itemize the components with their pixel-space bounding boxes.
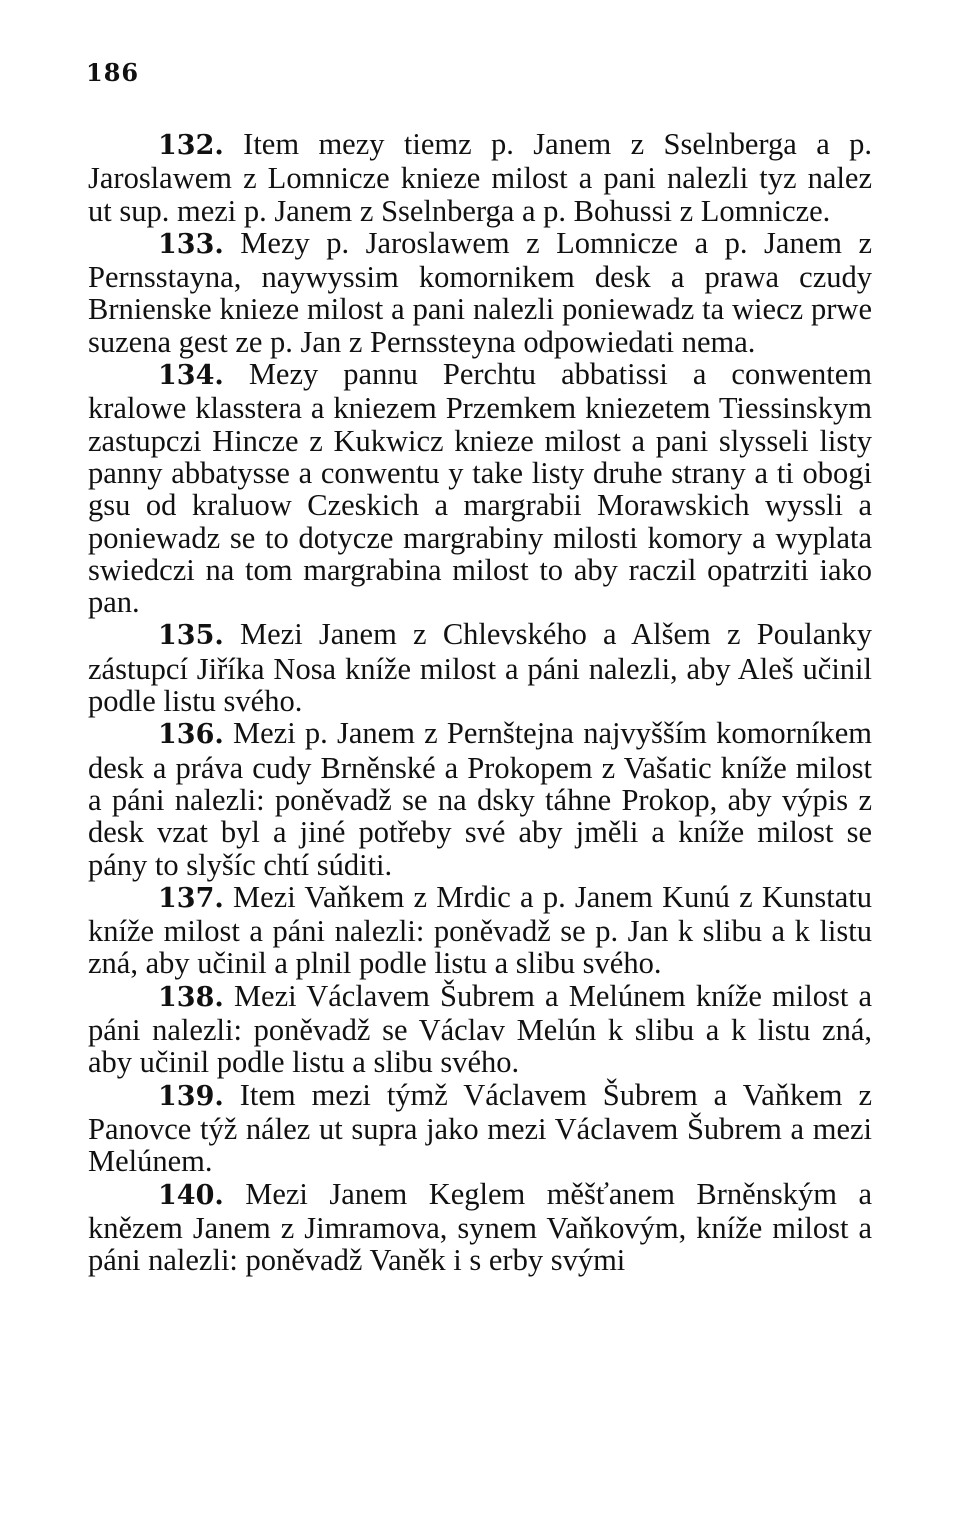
paragraph-number: 138. [158,981,224,1013]
body-text [88,128,872,1276]
paragraph-number: 140. [158,1179,224,1211]
paragraph-138 [88,980,872,1079]
paragraph-132 [88,128,872,227]
paragraph-text: Mezi Václavem Šubrem a Melúnem kníže milost a páni nalezli: poněvadž se Václav Melún k slibu a k listu zná, aby učinil podle listu a slibu svého. [88,978,873,1080]
paragraph-number: 135. [158,620,224,652]
paragraph-text: Item mezy tiemz p. Janem z Sselnberga a p. Jaroslawem z Lomnicze knieze milost a pani nalezli tyz nalez ut sup. mezi p. Janem z Sselnberga a p. Bohussi z Lomnicze. [88,127,873,228]
paragraph-text: Item mezi týmž Václavem Šubrem a Vaňkem z Panovce týž nález ut supra jako mezi Václavem Šubrem a mezi Melúnem. [88,1077,873,1179]
paragraph-number: 139. [158,1080,224,1112]
paragraph-133 [88,227,872,358]
paragraph-text: Mezy pannu Perchtu abbatissi a conwentem kralowe klasstera a kniezem Przemkem kniezetem Tiessinskym zastupczi Hincze z Kukwicz knieze milost a pani slysseli listy panny abbatysse a conwentu y take listy druhe strany a ti obogi gsu od kraluow Czeskich a margrabii Morawskich wyssli a poniewadz se to dotycze margrabiny milosti komory a wyplata swiedczi na tom margrabina milost to aby raczil opatrziti iako pan. [88,357,873,620]
paragraph-number: 137. [158,882,224,914]
paragraph-number: 133. [158,228,224,260]
paragraph-text: Mezi p. Janem z Pernštejna najvyšším komorníkem desk a práva cudy Brněnské a Prokopem z Vašatic kníže milost a páni nalezli: poněvadž se na dsky táhne Prokop, aby výpis z desk vzat byl a jiné potřeby své aby jměli a kníže milost se pány to slyšíc chtí súditi. [88,716,872,882]
page-number: 186 [86,58,140,87]
paragraph-136 [88,717,872,880]
paragraph-134 [88,358,872,618]
paragraph-137 [88,881,872,980]
paragraph-text: Mezi Janem Keglem měšťanem Brněnským a knězem Janem z Jimramova, synem Vaňkovým, kníže milost a páni nalezli: poněvadž Vaněk i s erby svými [88,1176,872,1278]
paragraph-number: 136. [158,719,224,751]
paragraph-135 [88,618,872,717]
paragraph-text: Mezi Vaňkem z Mrdic a p. Janem Kunú z Kunstatu kníže milost a páni nalezli: poněvadž se p. Jan k slibu a k listu zná, aby učinil a plnil podle listu a slibu svého. [88,879,872,981]
paragraph-number: 134. [158,360,224,392]
paragraph-text: Mezy p. Jaroslawem z Lomnicze a p. Janem z Pernsstayna, naywyssim komornikem desk a prawa czudy Brnienske knieze milost a pani nalezli poniewadz ta wiecz prwe suzena gest ze p. Jan z Pernssteyna odpowiedati nema. [88,225,872,359]
paragraph-139 [88,1079,872,1178]
paragraph-text: Mezi Janem z Chlevského a Alšem z Poulanky zástupcí Jiříka Nosa kníže milost a páni nalezli, aby Aleš učinil podle listu svého. [88,617,872,719]
paragraph-number: 132. [158,130,224,161]
paragraph-140 [88,1178,872,1277]
